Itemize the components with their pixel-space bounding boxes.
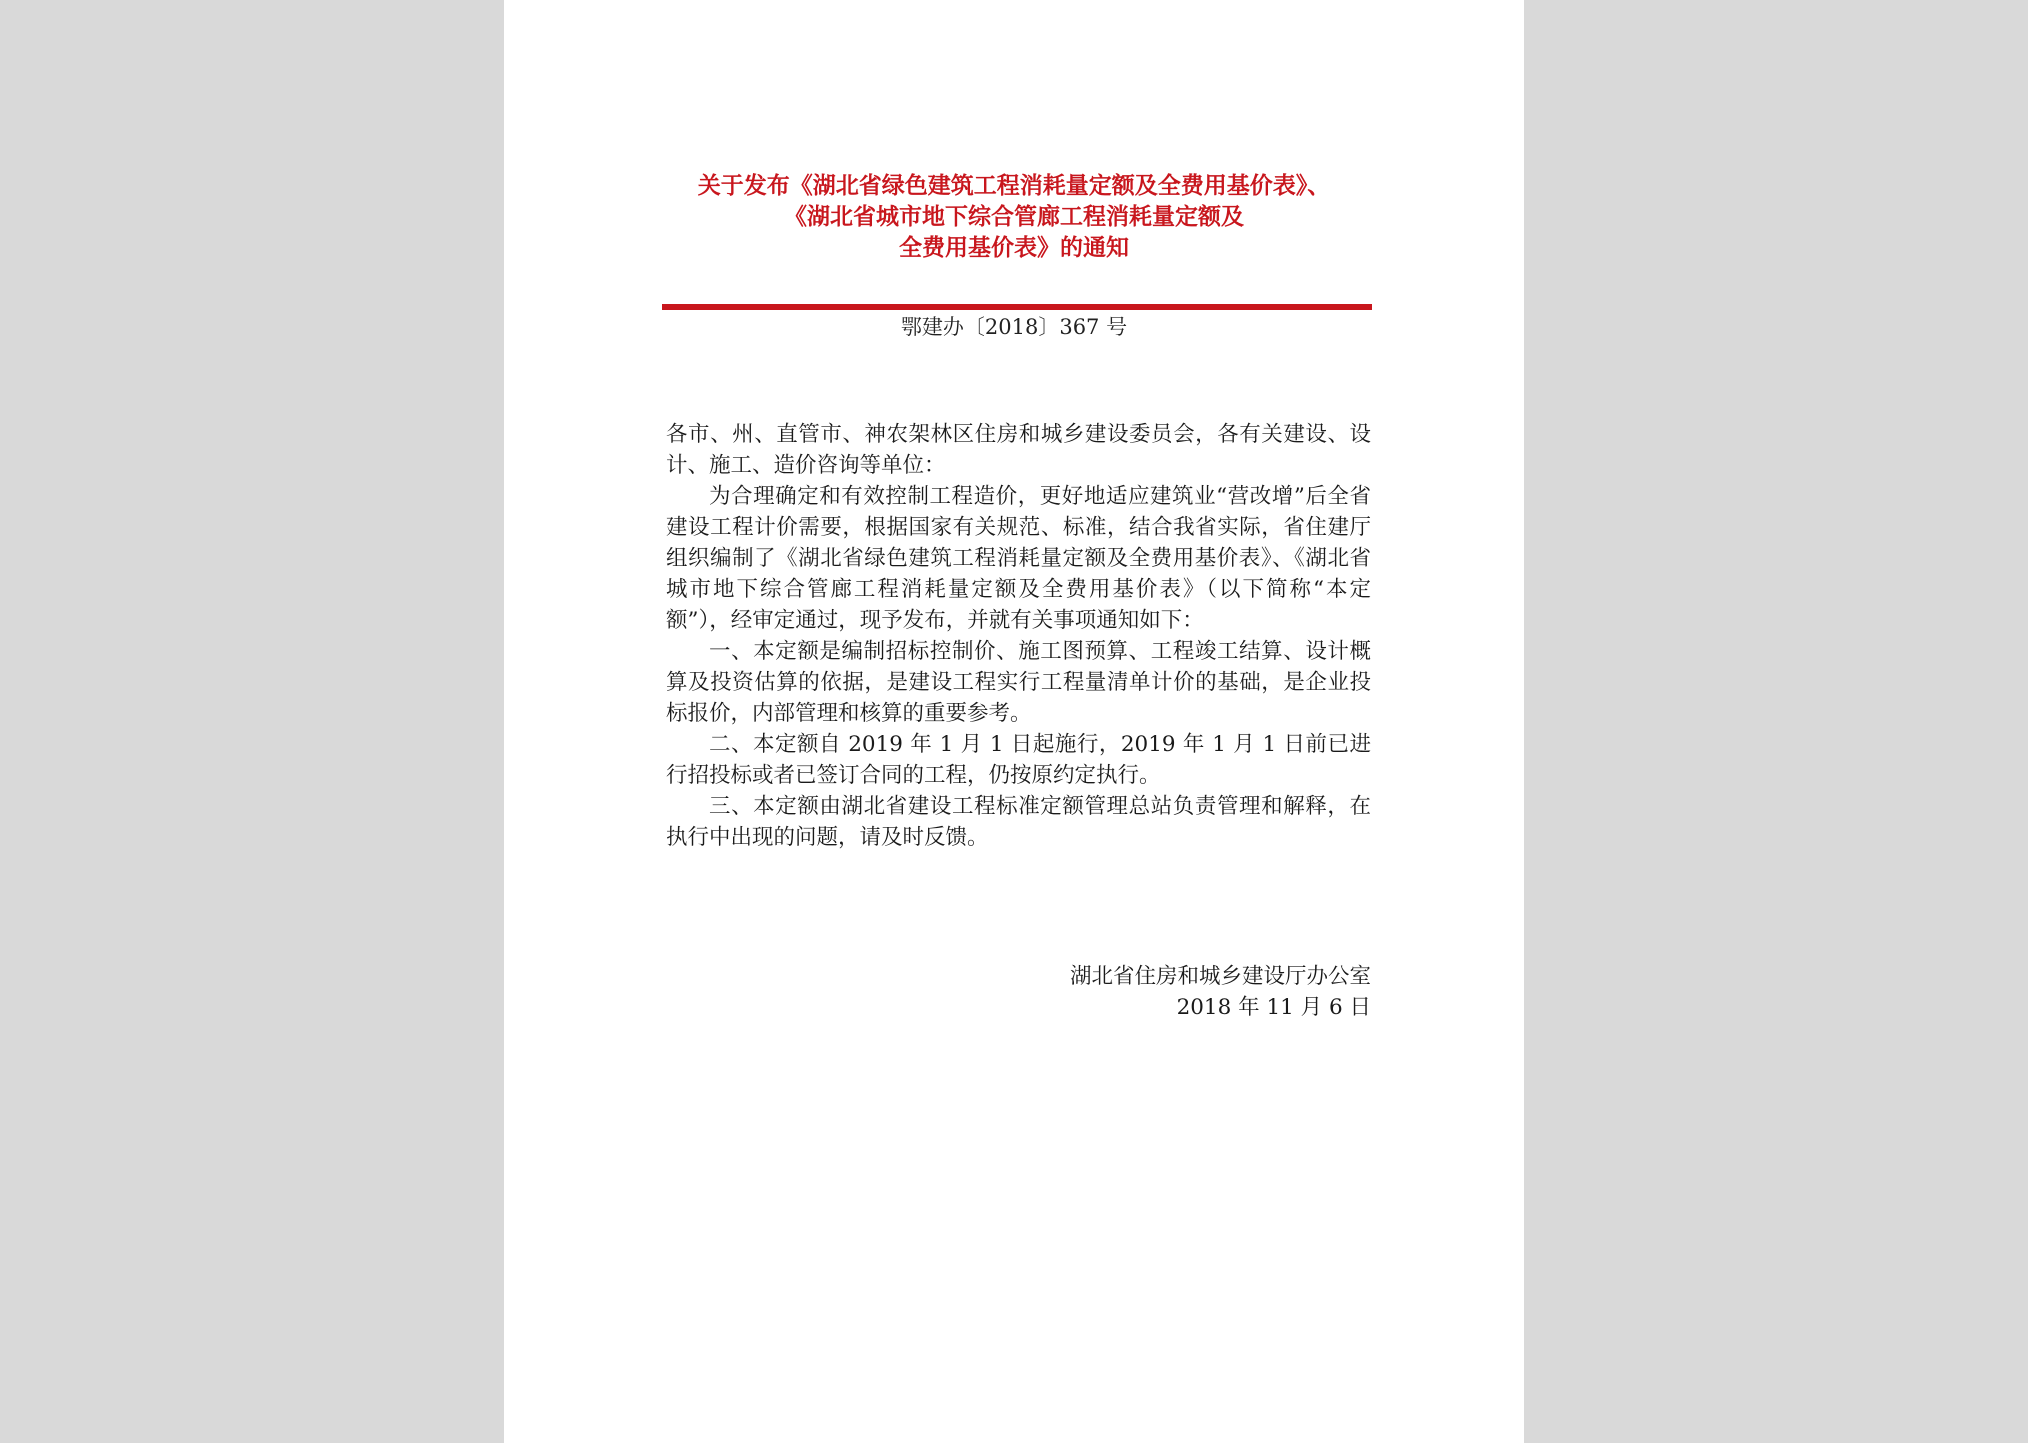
issue-date: 2018 年 11 月 6 日: [1176, 995, 1371, 1020]
body-paragraph-item-1: 一、本定额是编制招标控制价、施工图预算、工程竣工结算、设计概算及投资估算的依据，是建设工程实行工程量清单计价的基础，是企业投标报价，内部管理和核算的重要参考。: [666, 639, 1371, 726]
document-number: 鄂建办〔2018〕367 号: [900, 315, 1128, 339]
body-paragraph-item-2: 二、本定额自 2019 年 1 月 1 日起施行，2019 年 1 月 1 日前已进行招投标或者已签订合同的工程，仍按原约定执行。: [666, 732, 1371, 788]
signature-block: [666, 961, 1371, 1023]
title-line-3: 全费用基价表》的通知: [899, 234, 1129, 261]
addressee-line: 各市、州、直管市、神农架林区住房和城乡建设委员会，各有关建设、设计、施工、造价咨询等单位：: [666, 422, 1371, 478]
body-paragraph-intro: 为合理确定和有效控制工程造价，更好地适应建筑业“营改增”后全省建设工程计价需要，根据国家有关规范、标准，结合我省实际，省住建厅组织编制了《湖北省绿色建筑工程消耗量定额及全费用基价表》、《湖北省城市地下综合管廊工程消耗量定额及全费用基价表》（以下简称“本定额”），经审定通过，现予发布，并就有关事项通知如下：: [666, 484, 1371, 633]
body-paragraph-item-3: 三、本定额由湖北省建设工程标准定额管理总站负责管理和解释，在执行中出现的问题，请及时反馈。: [666, 794, 1371, 850]
red-header-rule: [662, 304, 1372, 310]
title-line-1: 关于发布《湖北省绿色建筑工程消耗量定额及全费用基价表》、: [697, 172, 1331, 199]
issuer-name: 湖北省住房和城乡建设厅办公室: [1069, 964, 1371, 989]
document-page: [504, 0, 1524, 1443]
notice-title: [504, 170, 1524, 263]
notice-body: [666, 419, 1371, 853]
title-line-2: 《湖北省城市地下综合管廊工程消耗量定额及: [784, 203, 1244, 230]
